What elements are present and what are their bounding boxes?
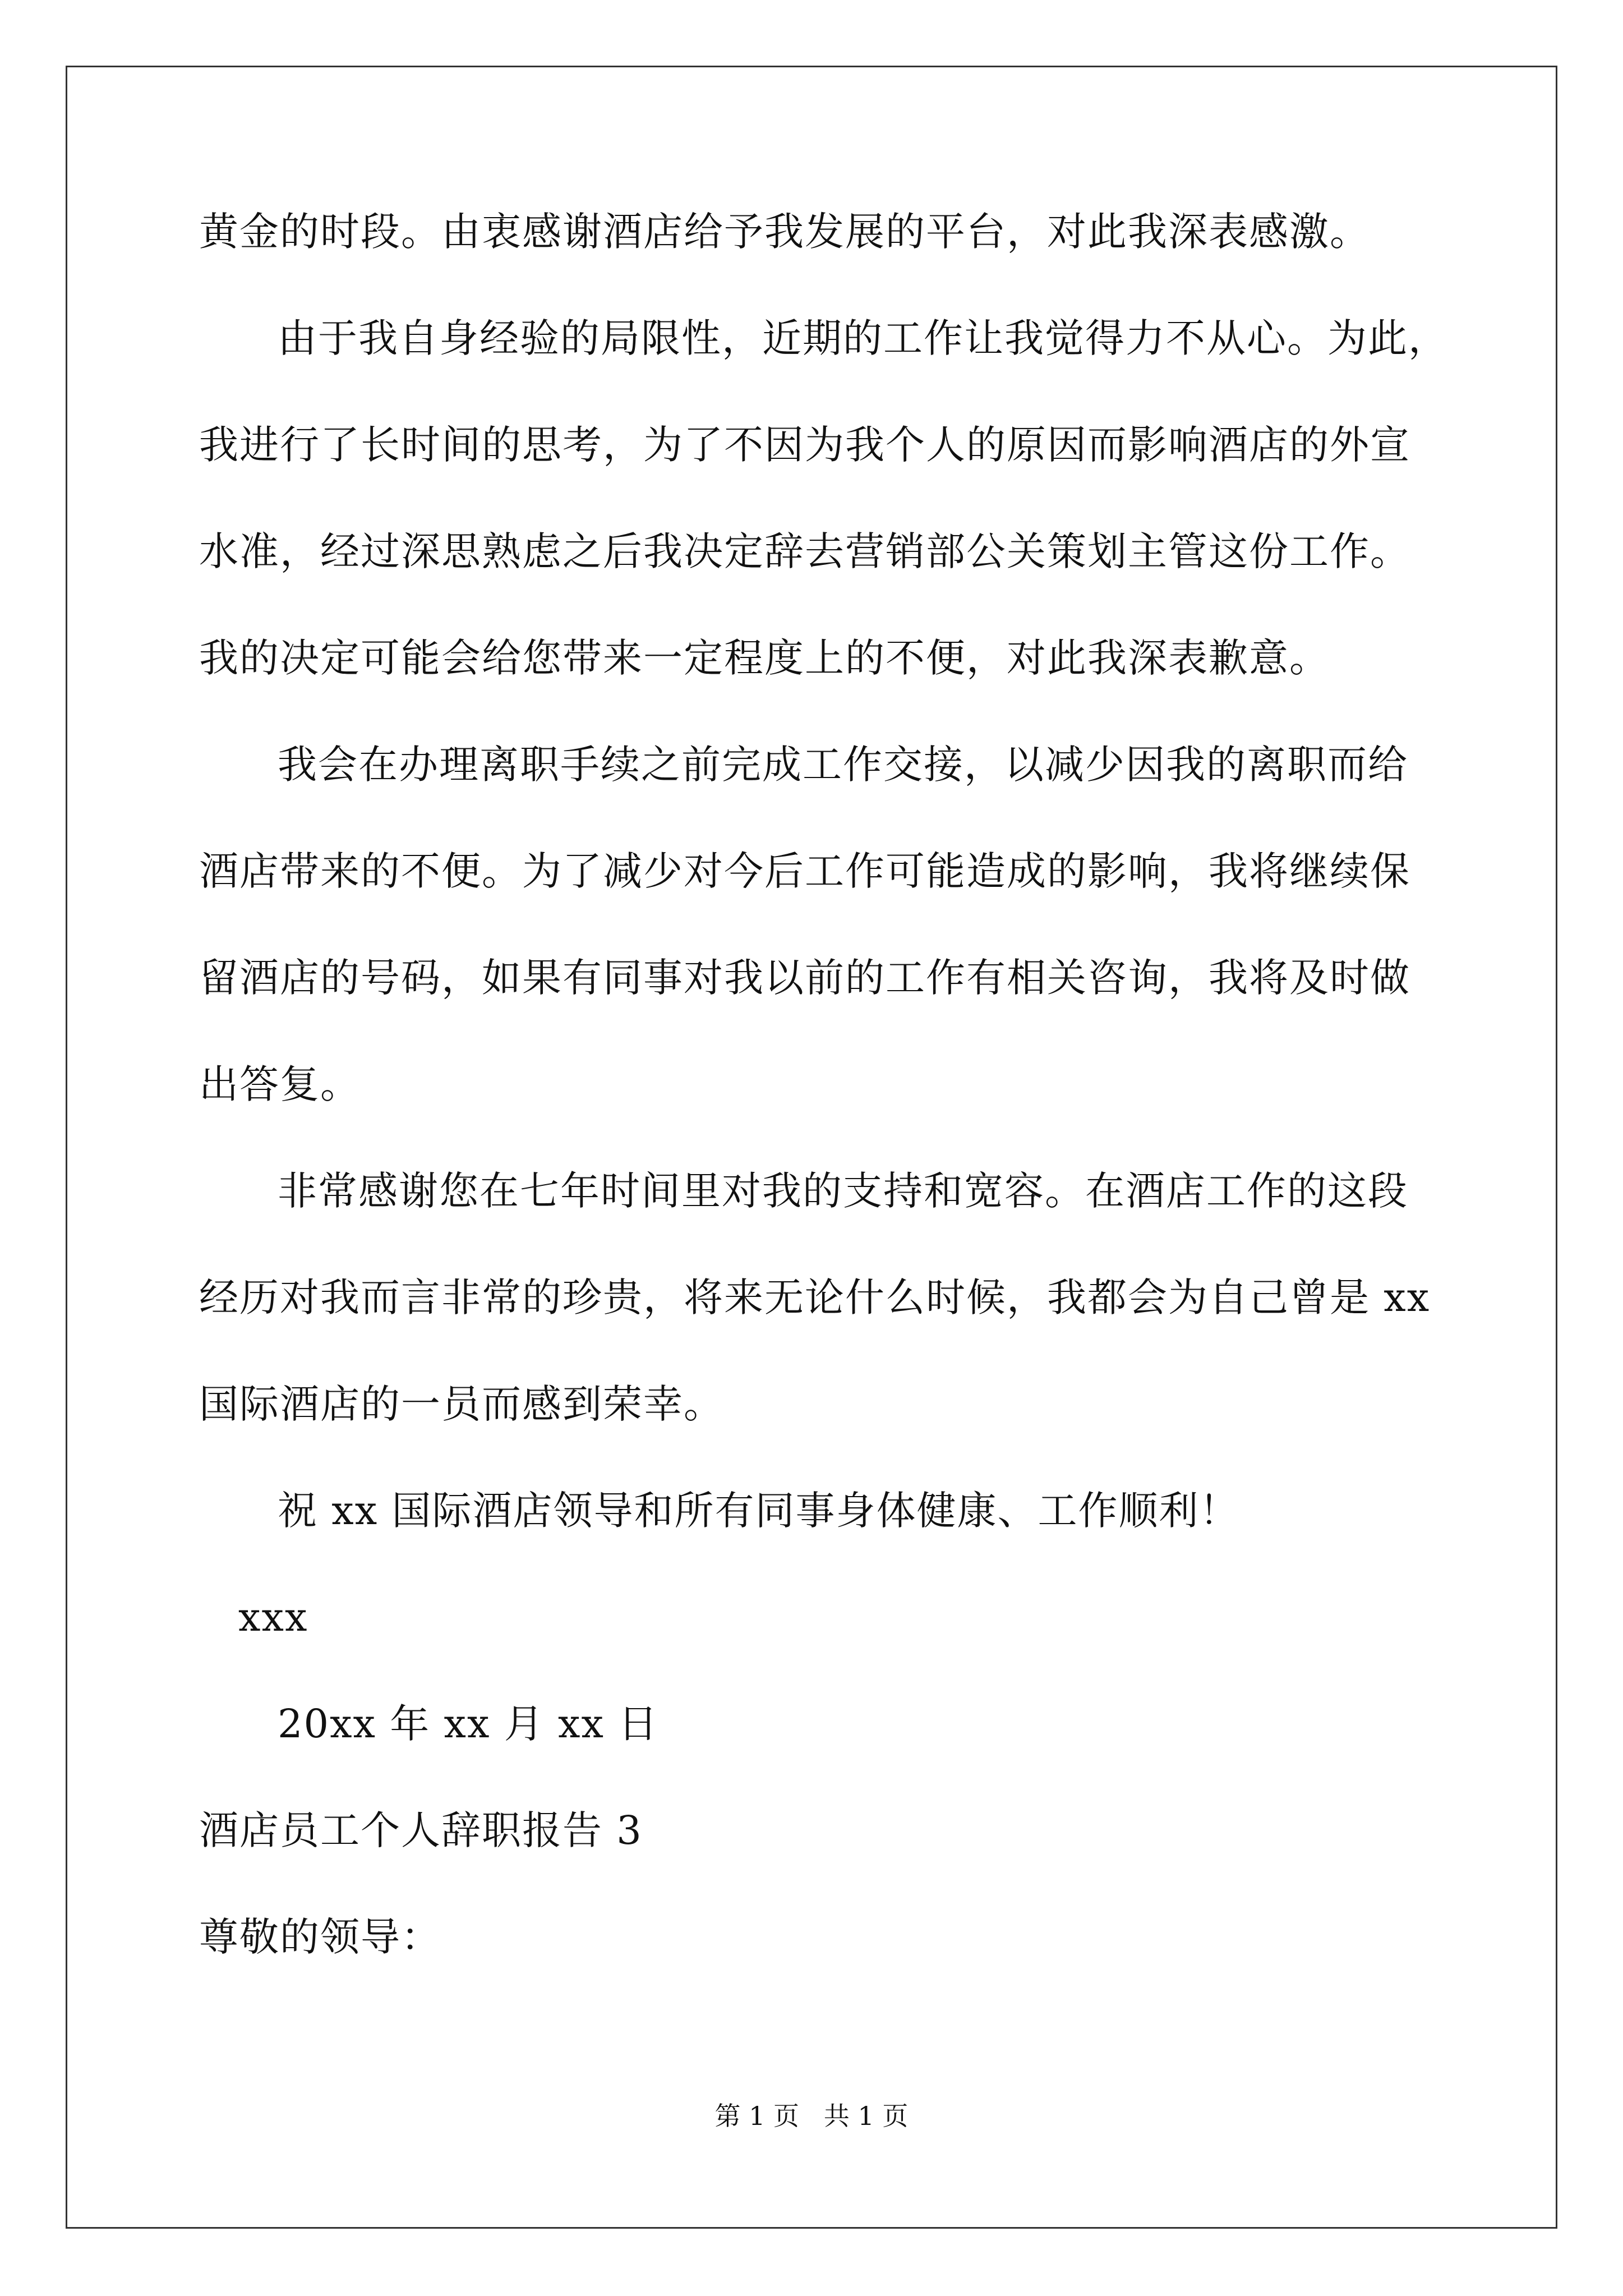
salutation: 尊敬的领导： bbox=[199, 1914, 441, 1960]
text-line-7: 酒店带来的不便。为了减少对今后工作可能造成的影响，我将继续保 bbox=[199, 848, 1410, 894]
text-line-9: 出答复。 bbox=[199, 1061, 361, 1107]
date-line: 20xx 年 xx 月 xx 日 bbox=[278, 1701, 659, 1747]
text-line-2: 由于我自身经验的局限性，近期的工作让我觉得力不从心。为此， bbox=[278, 315, 1449, 361]
text-line-10: 非常感谢您在七年时间里对我的支持和宽容。在酒店工作的这段 bbox=[278, 1168, 1408, 1214]
text-line-4: 水准，经过深思熟虑之后我决定辞去营销部公关策划主管这份工作。 bbox=[199, 528, 1410, 574]
text-line-5: 我的决定可能会给您带来一定程度上的不便，对此我深表歉意。 bbox=[199, 635, 1330, 681]
text-line-12: 国际酒店的一员而感到荣幸。 bbox=[199, 1381, 724, 1427]
section-title: 酒店员工个人辞职报告 3 bbox=[199, 1807, 643, 1853]
text-line-8: 留酒店的号码，如果有同事对我以前的工作有相关咨询，我将及时做 bbox=[199, 955, 1410, 1001]
text-line-3: 我进行了长时间的思考，为了不因为我个人的原因而影响酒店的外宣 bbox=[199, 422, 1410, 468]
text-line-6: 我会在办理离职手续之前完成工作交接，以减少因我的离职而给 bbox=[278, 742, 1408, 788]
greeting-line: 祝 xx 国际酒店领导和所有同事身体健康、工作顺利！ bbox=[278, 1488, 1240, 1534]
text-line-1: 黄金的时段。由衷感谢酒店给予我发展的平台，对此我深表感激。 bbox=[199, 209, 1370, 255]
page-footer: 第 1 页 共 1 页 bbox=[714, 2101, 909, 2131]
signer-name: xxx bbox=[238, 1594, 308, 1640]
page-border bbox=[66, 66, 1557, 2229]
text-line-11: 经历对我而言非常的珍贵，将来无论什么时候，我都会为自己曾是 xx bbox=[199, 1274, 1431, 1320]
